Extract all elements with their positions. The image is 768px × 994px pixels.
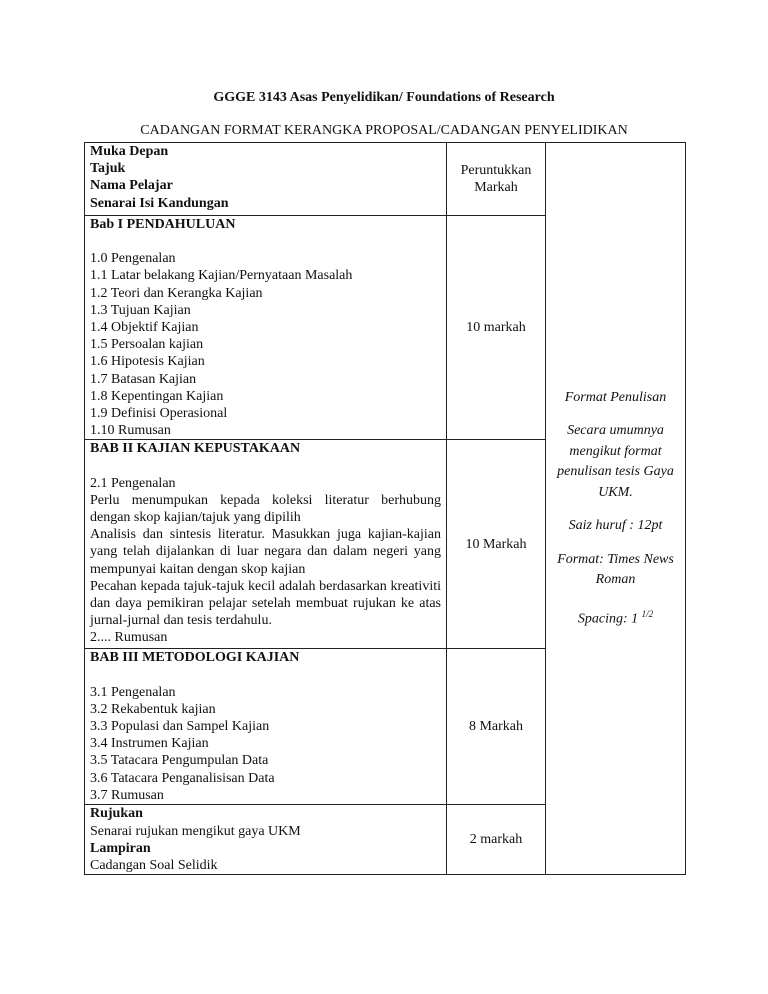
- list-item: 3.6 Tatacara Penganalisisan Data: [90, 770, 275, 786]
- marks-allocation-header: Peruntukkan Markah: [447, 143, 546, 216]
- front-matter-item: Tajuk: [90, 161, 126, 177]
- chapter2-paragraph: Analisis dan sintesis literatur. Masukkan juga kajian-kajian yang telah dijalankan di luar negara dan dalam negeri yang mempunyai kaitan dengan skop kajian: [90, 527, 441, 577]
- chapter2-paragraph: Perlu menumpukan kepada koleksi literatur berhubung dengan skop kajian/tajuk yang dipilih: [90, 492, 441, 526]
- chapter2-heading: BAB II KAJIAN KEPUSTAKAAN: [90, 441, 301, 457]
- chapter2-summary: 2.... Rumusan: [90, 630, 168, 646]
- chapter3-heading: BAB III METODOLOGI KAJIAN: [90, 650, 300, 666]
- document-title: GGGE 3143 Asas Penyelidikan/ Foundations of Research: [213, 90, 555, 105]
- document-subtitle: CADANGAN FORMAT KERANGKA PROPOSAL/CADANGAN PENYELIDIKAN: [140, 123, 628, 138]
- list-item: 1.0 Pengenalan: [90, 251, 176, 267]
- format-style-note: Secara umumnya mengikut format penulisan tesis Gaya UKM.: [557, 423, 674, 500]
- references-heading: Rujukan: [90, 806, 143, 822]
- proposal-format-table: [84, 142, 686, 875]
- format-spacing-note: Spacing: 1 $^{1/2}$: [577, 608, 654, 627]
- list-item: 1.1 Latar belakang Kajian/Pernyataan Masalah: [90, 268, 353, 284]
- chapter1-content: [85, 216, 447, 440]
- front-matter-item: Senarai Isi Kandungan: [90, 195, 229, 211]
- chapter3-content: [85, 649, 447, 805]
- list-item: 1.5 Persoalan kajian: [90, 337, 204, 353]
- list-item: 3.7 Rumusan: [90, 787, 164, 803]
- references-text: Senarai rujukan mengikut gaya UKM: [90, 823, 301, 839]
- list-item: 1.10 Rumusan: [90, 423, 171, 439]
- list-item: 1.4 Objektif Kajian: [90, 320, 199, 336]
- appendix-text: Cadangan Soal Selidik: [90, 858, 218, 874]
- list-item: 1.7 Batasan Kajian: [90, 371, 197, 387]
- list-item: 3.3 Populasi dan Sampel Kajian: [90, 719, 270, 735]
- list-item: 1.8 Kepentingan Kajian: [90, 388, 224, 404]
- list-item: 3.2 Rekabentuk kajian: [90, 701, 216, 717]
- spacing-superscript: 1/2: [641, 608, 654, 619]
- chapter2-marks: 10 Markah: [447, 440, 546, 649]
- list-item: 1.6 Hipotesis Kajian: [90, 354, 205, 370]
- format-font-note: Format: Times News Roman: [557, 551, 674, 588]
- front-matter-cell: [85, 143, 447, 216]
- list-item: 3.5 Tatacara Pengumpulan Data: [90, 753, 269, 769]
- appendix-heading: Lampiran: [90, 840, 151, 856]
- chapter1-marks: 10 markah: [447, 216, 546, 440]
- chapter2-intro: 2.1 Pengenalan: [90, 475, 176, 491]
- list-item: 1.9 Definisi Operasional: [90, 406, 228, 422]
- references-marks: 2 markah: [447, 805, 546, 875]
- front-matter-item: Nama Pelajar: [90, 178, 173, 194]
- chapter2-paragraph: Pecahan kepada tajuk-tajuk kecil adalah berdasarkan kreativiti dan daya pemikiran pelajar setelah membuat rujukan ke atas jurnal-jurnal dan tesis terdahulu.: [90, 578, 441, 629]
- chapter2-content: [85, 440, 447, 649]
- header-row: [85, 143, 686, 216]
- list-item: 1.3 Tujuan Kajian: [90, 302, 191, 318]
- format-font-size-note: Saiz huruf : 12pt: [568, 518, 663, 534]
- references-content: [85, 805, 447, 875]
- list-item: 3.1 Pengenalan: [90, 684, 176, 700]
- list-item: 3.4 Instrumen Kajian: [90, 736, 209, 752]
- chapter1-heading: Bab I PENDAHULUAN: [90, 217, 236, 232]
- format-notes-cell: [546, 143, 686, 875]
- front-matter-item: Muka Depan: [90, 144, 169, 159]
- format-heading: Format Penulisan: [564, 389, 667, 405]
- chapter3-marks: 8 Markah: [447, 649, 546, 805]
- list-item: 1.2 Teori dan Kerangka Kajian: [90, 285, 263, 301]
